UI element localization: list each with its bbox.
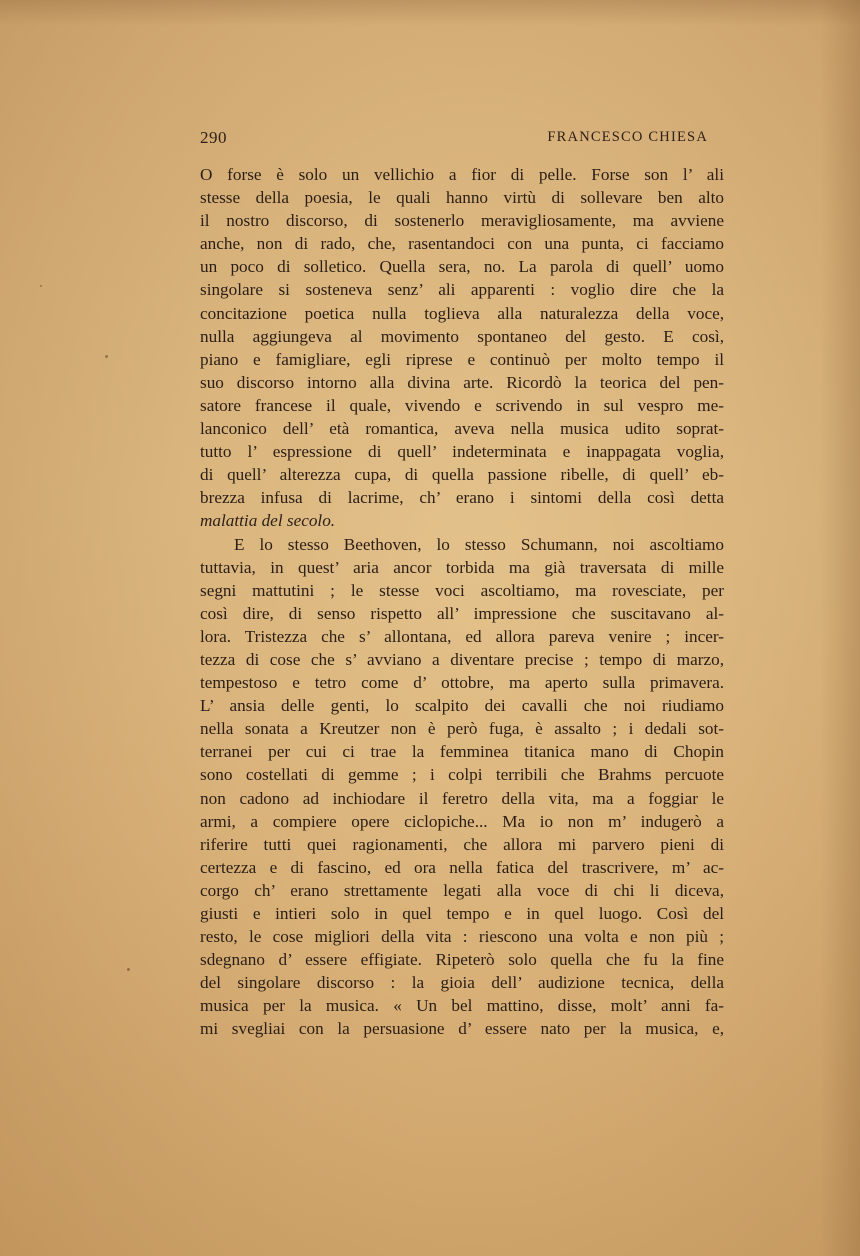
text-line: segni mattutini ; le stesse voci ascoltiamo, ma rovesciate, per xyxy=(200,580,724,600)
text-line: brezza infusa di lacrime, ch’ erano i sintomi della così detta xyxy=(200,488,724,508)
paper-speck xyxy=(40,285,42,287)
paragraph-1 xyxy=(200,163,724,533)
text-line: tezza di cose che s’ avviano a diventare precise ; tempo di marzo, xyxy=(200,649,724,669)
text-line: sono costellati di gemme ; i colpi terribili che Brahms percuote xyxy=(200,765,724,785)
text-line: satore francese il quale, vivendo e scrivendo in sul vespro me- xyxy=(200,395,724,415)
text-line: nulla aggiungeva al movimento spontaneo del gesto. E così, xyxy=(200,326,724,346)
text-line: tuttavia, in quest’ aria ancor torbida ma già traversata di mille xyxy=(200,557,724,577)
body-text xyxy=(200,163,724,1041)
text-line: lora. Tristezza che s’ allontana, ed allora pareva venire ; incer- xyxy=(200,626,724,646)
text-line: stesse della poesia, le quali hanno virtù di sollevare ben alto xyxy=(200,188,724,208)
text-line: un poco di solletico. Quella sera, no. La parola di quell’ uomo xyxy=(200,257,724,277)
text-line: armi, a compiere opere ciclopiche... Ma io non m’ indugerò a xyxy=(200,811,724,831)
text-line: musica per la musica. « Un bel mattino, disse, molt’ anni fa- xyxy=(200,996,724,1016)
text-line: singolare si sosteneva senz’ ali apparenti : voglio dire che la xyxy=(200,280,724,300)
text-line: corgo ch’ erano strettamente legati alla voce di chi li diceva, xyxy=(200,880,724,900)
text-line: concitazione poetica nulla toglieva alla naturalezza della voce, xyxy=(200,303,724,323)
text-line: mi svegliai con la persuasione d’ essere nato per la musica, e, xyxy=(200,1019,724,1039)
text-line: anche, non di rado, che, rasentandoci con una punta, ci facciamo xyxy=(200,234,724,254)
text-line: L’ ansia delle genti, lo scalpito dei cavalli che noi riudiamo xyxy=(200,696,724,716)
paragraph-2 xyxy=(200,533,724,1041)
text-line: terranei per cui ci trae la femminea titanica mano di Chopin xyxy=(200,742,724,762)
text-line: del singolare discorso : la gioia dell’ audizione tecnica, della xyxy=(200,973,724,993)
text-line: E lo stesso Beethoven, lo stesso Schumann, noi ascoltiamo xyxy=(234,534,724,554)
text-line: di quell’ alterezza cupa, di quella passione ribelle, di quell’ eb- xyxy=(200,465,724,485)
text-line: non cadono ad inchiodare il feretro della vita, ma a foggiar le xyxy=(200,788,724,808)
text-line: certezza e di fascino, ed ora nella fatica del trascrivere, m’ ac- xyxy=(200,857,724,877)
text-line: così dire, di senso rispetto all’ impressione che suscitavano al- xyxy=(200,603,724,623)
page-header xyxy=(200,128,708,150)
text-line: tutto l’ espressione di quell’ indeterminata e inappagata voglia, xyxy=(200,442,724,462)
text-line: sdegnano d’ essere effigiate. Ripeterò solo quella che fu la fine xyxy=(200,950,724,970)
text-line-italic: malattia del secolo. xyxy=(200,511,336,531)
text-line: piano e famigliare, egli riprese e continuò per molto tempo il xyxy=(200,349,724,369)
text-line: il nostro discorso, di sostenerlo meravigliosamente, ma avviene xyxy=(200,211,724,231)
text-line: suo discorso intorno alla divina arte. Ricordò la teorica del pen- xyxy=(200,372,724,392)
text-line: nella sonata a Kreutzer non è però fuga, è assalto ; i dedali sot- xyxy=(200,719,724,739)
paper-speck xyxy=(127,968,130,971)
page-right-shadow xyxy=(820,0,860,1256)
running-head: FRANCESCO CHIESA xyxy=(547,129,708,145)
text-line: tempestoso e tetro come d’ ottobre, ma aperto sulla primavera. xyxy=(200,673,724,693)
paper-speck xyxy=(105,355,108,358)
text-line: O forse è solo un vellichio a fior di pelle. Forse son l’ ali xyxy=(200,165,724,184)
page-number: 290 xyxy=(200,128,227,147)
text-line: giusti e intieri solo in quel tempo e in quel luogo. Così del xyxy=(200,904,724,923)
text-line: lanconico dell’ età romantica, aveva nella musica udito soprat- xyxy=(200,419,724,439)
text-line: resto, le cose migliori della vita : riescono una volta e non più ; xyxy=(200,927,724,947)
page-top-shadow xyxy=(0,0,860,26)
text-line: riferire tutti quei ragionamenti, che allora mi parvero pieni di xyxy=(200,834,724,854)
